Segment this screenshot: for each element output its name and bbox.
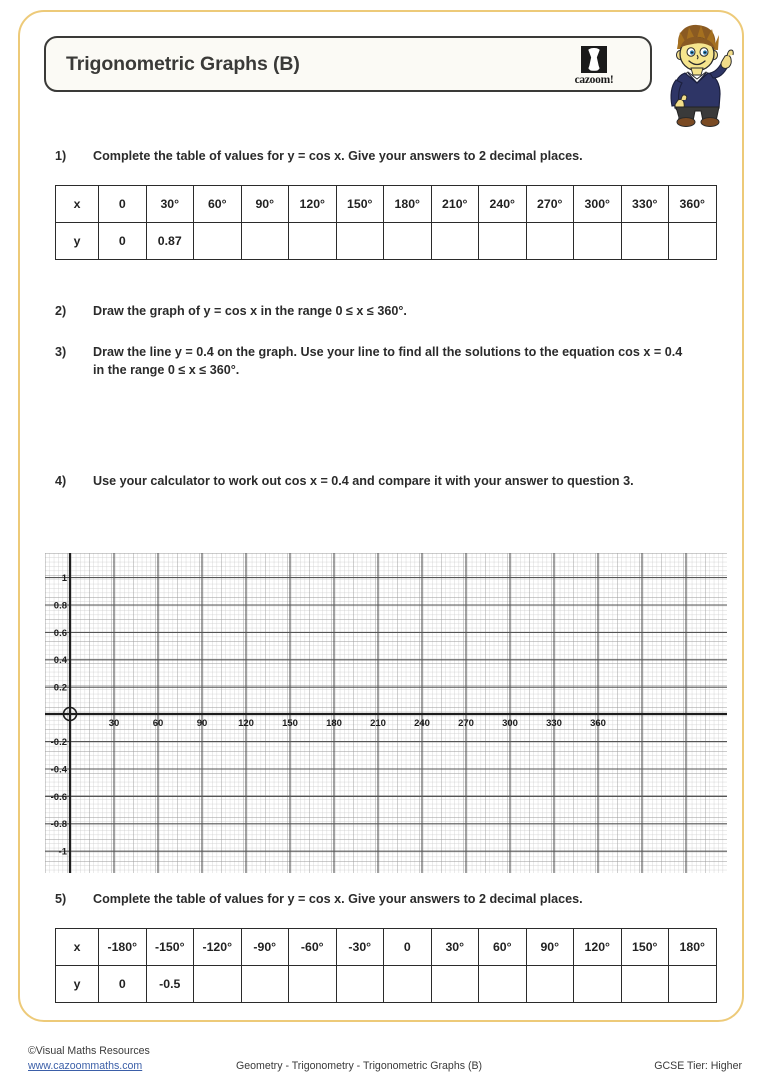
question-1-text: Complete the table of values for y = cos x. Give your answers to 2 decimal places. — [93, 149, 583, 163]
table2-x-cell[interactable]: -90° — [241, 929, 289, 966]
table1-y-cell[interactable] — [431, 223, 479, 260]
table1-x-cell[interactable]: 180° — [384, 186, 432, 223]
svg-text:-1: -1 — [58, 846, 67, 858]
table2-y-cell[interactable] — [289, 966, 337, 1003]
table2-y-cell[interactable]: -0.5 — [146, 966, 194, 1003]
svg-text:0.4: 0.4 — [53, 655, 67, 667]
svg-text:0.6: 0.6 — [53, 627, 67, 639]
table2-y-cell[interactable] — [241, 966, 289, 1003]
question-5 — [55, 891, 715, 909]
hourglass-mark-icon — [581, 46, 607, 73]
question-5-text: Complete the table of values for y = cos x. Give your answers to 2 decimal places. — [93, 892, 583, 906]
graph-svg — [45, 553, 727, 873]
svg-text:120: 120 — [238, 718, 254, 729]
table1-y-cell[interactable] — [289, 223, 337, 260]
table1-x-cell[interactable]: 0 — [99, 186, 147, 223]
table2-x-cell[interactable]: 120° — [574, 929, 622, 966]
svg-text:210: 210 — [370, 718, 386, 729]
svg-text:-0.6: -0.6 — [50, 791, 67, 803]
table2-x-cell[interactable]: -180° — [99, 929, 147, 966]
table1-x-cell[interactable]: 360° — [669, 186, 717, 223]
table1-x-cell[interactable]: 270° — [526, 186, 574, 223]
table1-y-cell[interactable]: 0.87 — [146, 223, 194, 260]
table1-y-cell[interactable] — [479, 223, 527, 260]
table1-x-cell[interactable]: 240° — [479, 186, 527, 223]
cosine-graph-grid[interactable] — [45, 553, 727, 873]
table2-x-cell[interactable]: 180° — [669, 929, 717, 966]
values-table-1 — [55, 185, 717, 260]
question-1 — [55, 148, 715, 166]
svg-text:180: 180 — [326, 718, 342, 729]
question-1-number: 1) — [55, 149, 67, 163]
table2-x-cell[interactable]: -60° — [289, 929, 337, 966]
copyright-text: ©Visual Maths Resources — [28, 1045, 150, 1057]
question-2 — [55, 303, 715, 321]
table2-x-cell[interactable]: -30° — [336, 929, 384, 966]
table1-y-cell[interactable] — [574, 223, 622, 260]
table2-y-cell[interactable]: 0 — [99, 966, 147, 1003]
table-row — [56, 929, 717, 966]
question-4-number: 4) — [55, 474, 67, 488]
svg-text:-0.4: -0.4 — [50, 764, 67, 776]
table2-y-cell[interactable] — [336, 966, 384, 1003]
table1-x-cell[interactable]: 60° — [194, 186, 242, 223]
question-4 — [55, 473, 695, 491]
table2-x-cell[interactable]: 90° — [526, 929, 574, 966]
table1-x-cell[interactable]: 150° — [336, 186, 384, 223]
svg-text:1: 1 — [61, 573, 67, 584]
table2-y-cell[interactable] — [526, 966, 574, 1003]
cazoom-logo — [558, 44, 630, 88]
table1-x-cell[interactable]: 330° — [621, 186, 669, 223]
table1-x-cell[interactable]: 90° — [241, 186, 289, 223]
svg-text:240: 240 — [414, 718, 430, 729]
table-row — [56, 966, 717, 1003]
table1-x-cell[interactable]: 300° — [574, 186, 622, 223]
question-3 — [55, 344, 685, 380]
svg-text:0.8: 0.8 — [53, 600, 67, 612]
table2-y-cell[interactable] — [574, 966, 622, 1003]
table1-y-cell[interactable] — [526, 223, 574, 260]
table2-x-cell[interactable]: 30° — [431, 929, 479, 966]
svg-text:300: 300 — [502, 718, 518, 729]
table2-x-cell[interactable]: 60° — [479, 929, 527, 966]
table1-y-cell[interactable] — [336, 223, 384, 260]
table1-y-cell[interactable] — [669, 223, 717, 260]
table2-x-cell[interactable]: -120° — [194, 929, 242, 966]
table2-x-cell[interactable]: 0 — [384, 929, 432, 966]
table2-x-cell[interactable]: 150° — [621, 929, 669, 966]
website-link[interactable]: www.cazoommaths.com — [28, 1060, 143, 1073]
svg-text:60: 60 — [152, 718, 164, 729]
table2-y-cell[interactable] — [621, 966, 669, 1003]
table1-x-cell[interactable]: 30° — [146, 186, 194, 223]
page-footer — [0, 1040, 768, 1086]
worksheet-title-bar — [44, 36, 652, 92]
table1-y-cell[interactable] — [241, 223, 289, 260]
table1-x-cell[interactable]: 120° — [289, 186, 337, 223]
table1-y-cell[interactable] — [384, 223, 432, 260]
cazoom-wordmark: cazoom! — [574, 73, 614, 86]
table1-x-cell[interactable]: 210° — [431, 186, 479, 223]
footer-left — [28, 1044, 150, 1075]
table2-y-cell[interactable] — [384, 966, 432, 1003]
table1-y-cell[interactable] — [194, 223, 242, 260]
question-2-number: 2) — [55, 304, 67, 318]
table1-y-cell[interactable] — [621, 223, 669, 260]
values-table-2 — [55, 928, 717, 1003]
table2-x-cell[interactable]: -150° — [146, 929, 194, 966]
question-5-number: 5) — [55, 892, 67, 906]
table2-y-cell[interactable] — [479, 966, 527, 1003]
table2-y-cell[interactable] — [669, 966, 717, 1003]
question-3-number: 3) — [55, 345, 67, 359]
table2-y-cell[interactable] — [194, 966, 242, 1003]
svg-text:-0.8: -0.8 — [50, 819, 67, 831]
svg-text:150: 150 — [282, 718, 298, 729]
question-2-text: Draw the graph of y = cos x in the range 0 ≤ x ≤ 360°. — [93, 304, 407, 318]
svg-text:330: 330 — [546, 718, 562, 729]
svg-text:30: 30 — [108, 718, 120, 729]
svg-text:270: 270 — [458, 718, 474, 729]
svg-text:0.2: 0.2 — [53, 682, 67, 694]
mascot-illustration — [655, 22, 741, 132]
tier-label: GCSE Tier: Higher — [654, 1060, 742, 1072]
table-row — [56, 223, 717, 260]
question-3-text: Draw the line y = 0.4 on the graph. Use your line to find all the solutions to the equation cos x = 0.4 in the range 0 ≤ x ≤ 360°. — [93, 345, 683, 377]
breadcrumb: Geometry - Trigonometry - Trigonometric Graphs (B) — [236, 1060, 483, 1072]
table1-y-label: y — [56, 223, 99, 260]
table1-x-label: x — [56, 186, 99, 223]
page-title: Trigonometric Graphs (B) — [66, 52, 300, 75]
table1-y-cell[interactable]: 0 — [99, 223, 147, 260]
table2-x-label: x — [56, 929, 99, 966]
question-4-text: Use your calculator to work out cos x = 0.4 and compare it with your answer to question 3. — [93, 474, 634, 488]
svg-text:360: 360 — [590, 718, 606, 729]
table2-y-label: y — [56, 966, 99, 1003]
svg-text:90: 90 — [196, 718, 208, 729]
table-row — [56, 186, 717, 223]
table2-y-cell[interactable] — [431, 966, 479, 1003]
svg-text:-0.2: -0.2 — [50, 737, 67, 748]
